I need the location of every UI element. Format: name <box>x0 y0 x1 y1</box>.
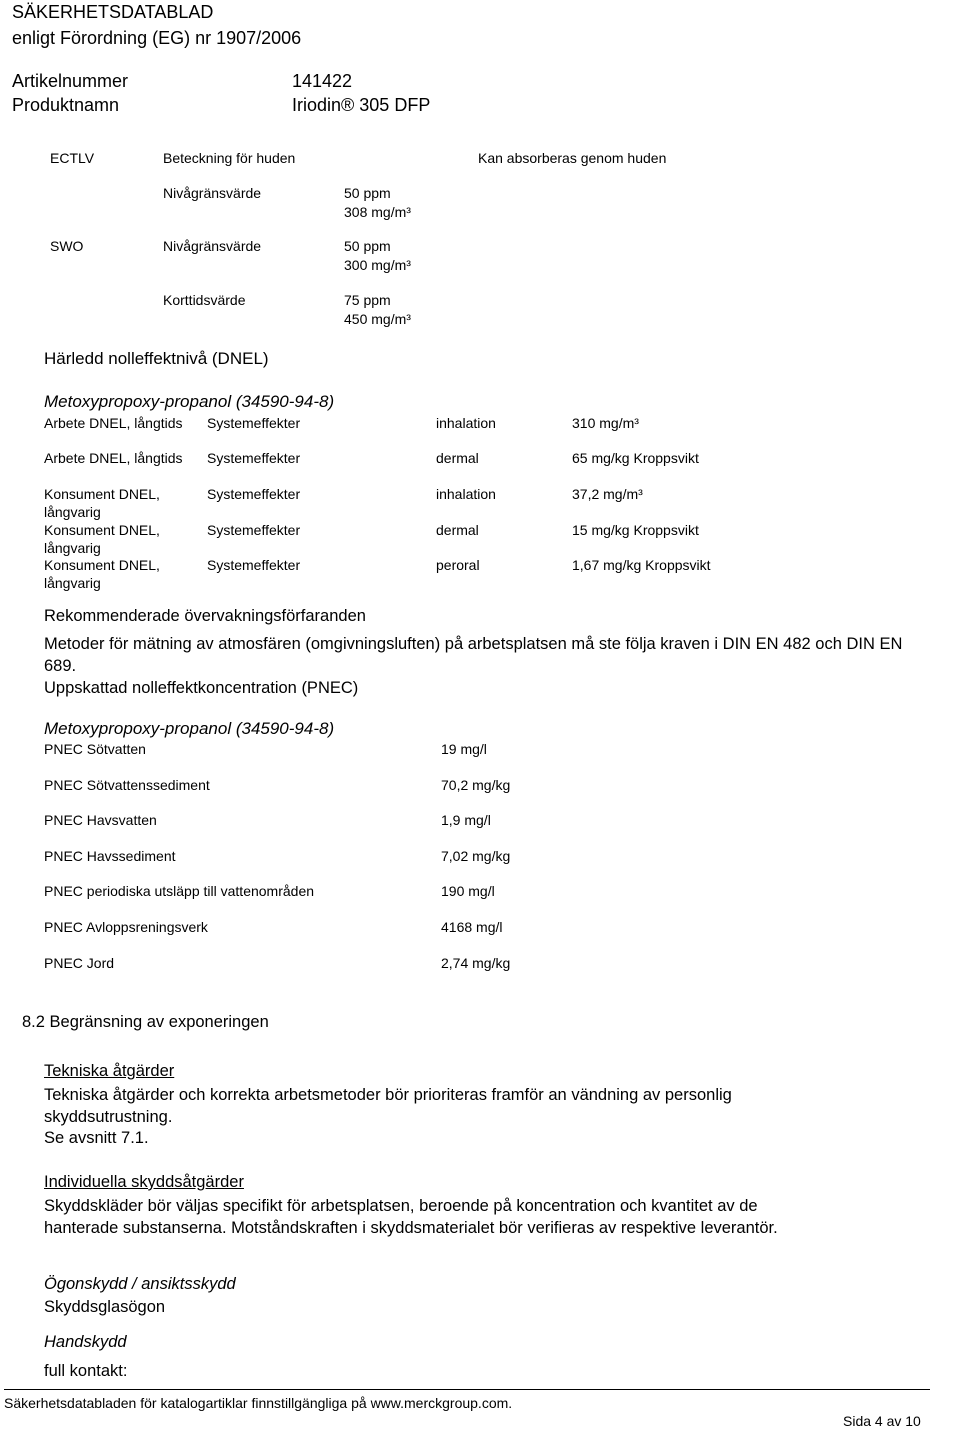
limit-value: 50 ppm <box>344 238 391 254</box>
regulation-line: enligt Förordning (EG) nr 1907/2006 <box>12 28 302 48</box>
dnel-effect: Systemeffekter <box>207 415 301 431</box>
dnel-value: 37,2 mg/m³ <box>572 486 643 502</box>
footer-text: Säkerhetsdatabladen för katalogartiklar finnstillgängliga på www.merckgroup.com. <box>4 1395 513 1411</box>
tech-measures-heading: Tekniska åtgärder <box>44 1062 175 1080</box>
pnec-value: 7,02 mg/kg <box>441 848 511 864</box>
pnec-value: 2,74 mg/kg <box>441 955 511 971</box>
dnel-effect: Systemeffekter <box>207 486 301 502</box>
pnec-label: PNEC periodiska utsläpp till vattenområden <box>44 883 315 899</box>
pnec-label: PNEC Sötvatten <box>44 741 146 757</box>
dnel-heading: Härledd nolleffektnivå (DNEL) <box>44 349 269 368</box>
limit-type: Nivågränsvärde <box>163 185 262 201</box>
dnel-route: inhalation <box>436 486 496 502</box>
pnec-label: PNEC Sötvattenssediment <box>44 777 210 793</box>
article-number-label: Artikelnummer <box>12 71 129 91</box>
product-name-label: Produktnamn <box>12 95 120 115</box>
dnel-who: Arbete DNEL, långtids <box>44 415 183 431</box>
dnel-effect: Systemeffekter <box>207 522 301 538</box>
limit-code: SWO <box>50 238 84 254</box>
dnel-route: dermal <box>436 450 479 466</box>
dnel-route: inhalation <box>436 415 496 431</box>
limit-type: Nivågränsvärde <box>163 238 262 254</box>
dnel-substance: Metoxypropoxy-propanol (34590-94-8) <box>44 392 335 411</box>
dnel-effect: Systemeffekter <box>207 450 301 466</box>
pnec-label: PNEC Jord <box>44 955 115 971</box>
tech-measures-text: Tekniska åtgärder och korrekta arbetsmetoder bör prioriteras framför an vändning av personlig skyddsutrustning. <box>44 1086 732 1126</box>
limit-value: 450 mg/m³ <box>344 311 411 327</box>
pnec-heading: Uppskattad nolleffektkoncentration (PNEC) <box>44 679 359 697</box>
limit-code: ECTLV <box>50 150 95 166</box>
dnel-who: Konsument DNEL, <box>44 557 160 573</box>
dnel-value: 310 mg/m³ <box>572 415 639 431</box>
dnel-who: Konsument DNEL, <box>44 522 160 538</box>
dnel-who: Arbete DNEL, långtids <box>44 450 183 466</box>
monitoring-text: Metoder för mätning av atmosfären (omgivningsluften) på arbetsplatsen må ste följa kraven i DIN EN 482 och DIN EN 689. <box>44 635 903 675</box>
pnec-label: PNEC Avloppsreningsverk <box>44 919 208 935</box>
pnec-label: PNEC Havsvatten <box>44 812 157 828</box>
dnel-route: dermal <box>436 522 479 538</box>
limit-note: Kan absorberas genom huden <box>478 150 667 166</box>
pnec-value: 4168 mg/l <box>441 919 503 935</box>
individual-measures-text: Skyddskläder bör väljas specifikt för arbetsplatsen, beroende på koncentration och kvantitet av de hanterade substanserna. Motståndskraften i skyddsmaterialet bör verifieras av respektive leverantör. <box>44 1197 778 1237</box>
page-number: Sida 4 av 10 <box>843 1413 921 1429</box>
dnel-value: 15 mg/kg Kroppsvikt <box>572 522 699 538</box>
section-8-2-heading: 8.2 Begränsning av exponeringen <box>22 1013 269 1031</box>
eye-protection-heading: Ögonskydd / ansiktsskydd <box>44 1275 236 1293</box>
monitoring-heading: Rekommenderade övervakningsförfaranden <box>44 607 366 625</box>
article-number-value: 141422 <box>292 71 353 91</box>
footer-divider <box>4 1389 930 1390</box>
individual-measures-heading: Individuella skyddsåtgärder <box>44 1173 244 1191</box>
pnec-value: 19 mg/l <box>441 741 487 757</box>
pnec-label: PNEC Havssediment <box>44 848 176 864</box>
limit-type: Beteckning för huden <box>163 150 296 166</box>
tech-measures-ref: Se avsnitt 7.1. <box>44 1129 149 1147</box>
hand-protection-heading: Handskydd <box>44 1333 127 1351</box>
dnel-who-cont: långvarig <box>44 575 101 591</box>
dnel-value: 65 mg/kg Kroppsvikt <box>572 450 699 466</box>
pnec-value: 1,9 mg/l <box>441 812 491 828</box>
dnel-value: 1,67 mg/kg Kroppsvikt <box>572 557 711 573</box>
product-name-value: Iriodin® 305 DFP <box>292 95 431 115</box>
pnec-substance: Metoxypropoxy-propanol (34590-94-8) <box>44 719 335 738</box>
pnec-value: 190 mg/l <box>441 883 495 899</box>
hand-protection-text: full kontakt: <box>44 1362 128 1380</box>
limit-value: 50 ppm <box>344 185 391 201</box>
document-title: SÄKERHETSDATABLAD <box>12 2 214 22</box>
limit-value: 75 ppm <box>344 292 391 308</box>
dnel-who: Konsument DNEL, <box>44 486 160 502</box>
limit-value: 300 mg/m³ <box>344 257 411 273</box>
eye-protection-text: Skyddsglasögon <box>44 1298 166 1316</box>
dnel-who-cont: långvarig <box>44 540 101 556</box>
dnel-effect: Systemeffekter <box>207 557 301 573</box>
dnel-who-cont: långvarig <box>44 504 101 520</box>
limit-value: 308 mg/m³ <box>344 204 411 220</box>
limit-type: Korttidsvärde <box>163 292 246 308</box>
pnec-value: 70,2 mg/kg <box>441 777 511 793</box>
dnel-route: peroral <box>436 557 480 573</box>
